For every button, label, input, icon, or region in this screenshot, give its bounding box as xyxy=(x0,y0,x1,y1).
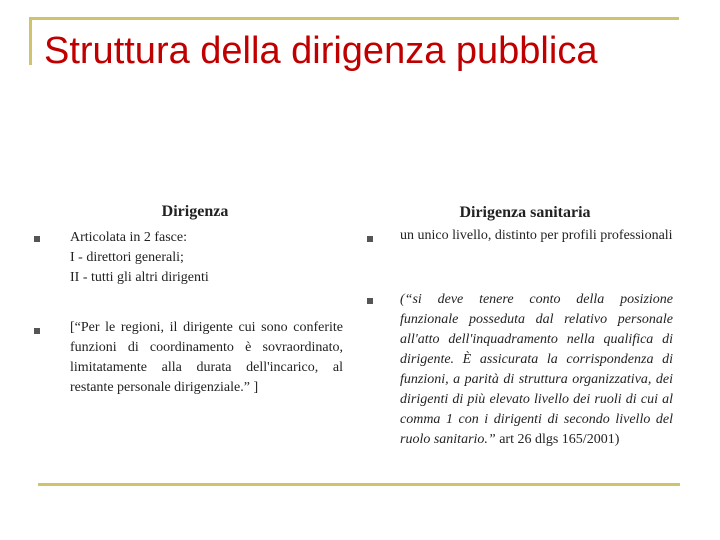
left-bullet-1-line-2: I - direttori generali; xyxy=(70,250,184,265)
right-bullet-2 xyxy=(400,290,673,450)
left-bullet-1 xyxy=(70,228,345,288)
left-bullet-1-line-1: Articolata in 2 fasce: xyxy=(70,230,188,245)
right-bullet-2-quote: (“si deve tenere conto della posizione funzionale posseduta dal relativo personale all'atto dell'inquadramento nella qualifica di dirigente. È assicurata la corrispondenza di funzioni, a parità di struttura organizzativa, dei dirigenti di più elevato livello dei ruoli di cui al comma 1 con i dirigenti di secondo livello del ruolo sanitario.” xyxy=(400,292,673,447)
right-column-heading: Dirigenza sanitaria xyxy=(459,204,591,221)
bullet-square-icon xyxy=(367,298,373,304)
left-column-heading: Dirigenza xyxy=(161,203,229,220)
slide-title: Struttura della dirigenza pubblica xyxy=(44,30,598,72)
bullet-square-icon xyxy=(34,236,40,242)
right-bullet-2-citation: art 26 dlgs 165/2001) xyxy=(495,432,620,447)
left-bullet-1-line-3: II - tutti gli altri dirigenti xyxy=(70,270,209,285)
right-bullet-1: un unico livello, distinto per profili professionali xyxy=(400,228,673,243)
left-bullet-2: [“Per le regioni, il dirigente cui sono conferite funzioni di coordinamento è sovraordinato, limitatamente alla durata dell'incarico, al restante personale dirigenziale.” ] xyxy=(70,320,343,395)
bullet-square-icon xyxy=(34,328,40,334)
frame-top-rule xyxy=(29,17,679,20)
bullet-square-icon xyxy=(367,236,373,242)
frame-left-rule xyxy=(29,17,32,65)
frame-bottom-rule xyxy=(38,483,680,486)
